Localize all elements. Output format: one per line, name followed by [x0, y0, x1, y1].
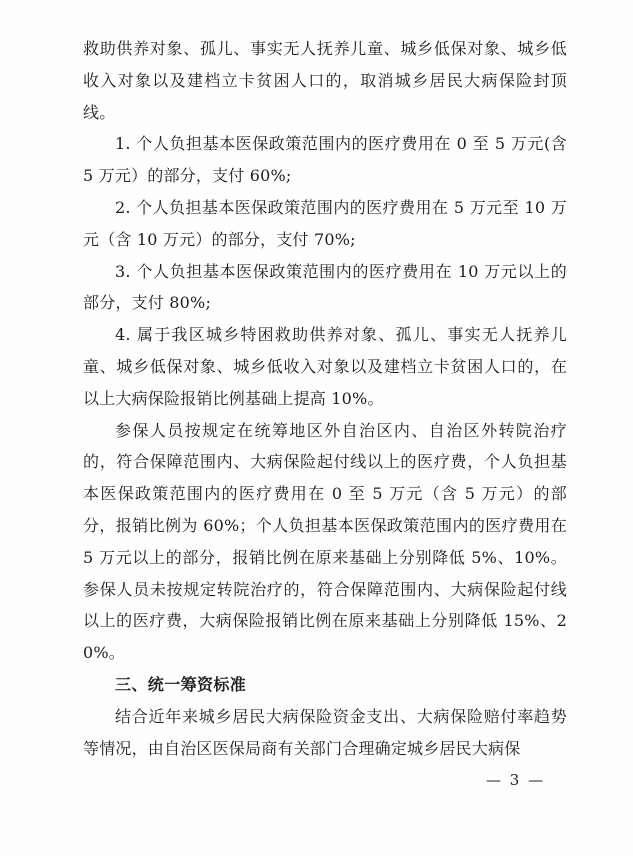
list-item-3: 3. 个人负担基本医保政策范围内的医疗费用在 10 万元以上的部分，支付 80%;: [83, 261, 567, 313]
paragraph-funding-standard: 结合近年来城乡居民大病保险资金支出、大病保险赔付率趋势等情况，由自治区医保局商有关部门合理确定城乡居民大病保: [83, 706, 567, 758]
page-number: — 3 —: [486, 771, 546, 789]
list-item-2: 2. 个人负担基本医保政策范围内的医疗费用在 5 万元至 10 万元（含 10 万元）的部分，支付 70%;: [83, 197, 567, 249]
list-item-4: 4. 属于我区城乡特困救助供养对象、孤儿、事实无人抚养儿童、城乡低保对象、城乡低收入对象以及建档立卡贫困人口的，在以上大病保险报销比例基础上提高 10%。: [83, 325, 567, 408]
document-body: [83, 33, 567, 764]
paragraph-intro-continuation: 救助供养对象、孤儿、事实无人抚养儿童、城乡低保对象、城乡低收入对象以及建档立卡贫困人口的，取消城乡居民大病保险封顶线。: [83, 39, 567, 122]
paragraph-transfer-treatment: 参保人员按规定在统筹地区外自治区内、自治区外转院治疗的，符合保障范围内、大病保险起付线以上的医疗费，个人负担基本医保政策范围内的医疗费用在 0 至 5 万元（含 5 万元）的部分，报销比例为 60%；个人负担基本医保政策范围内的医疗费用在 5 万元以上的部分，报销比例在原来基础上分别降低 5%、10%。参保人员未按规定转院治疗的，符合保障范围内、大病保险起付线以上的医疗费，大病保险报销比例在原来基础上分别降低 15%、20%。: [83, 420, 567, 663]
section-heading: 三、统一筹资标准: [115, 674, 247, 694]
list-item-1: 1. 个人负担基本医保政策范围内的医疗费用在 0 至 5 万元(含 5 万元）的部分，支付 60%;: [83, 134, 567, 186]
